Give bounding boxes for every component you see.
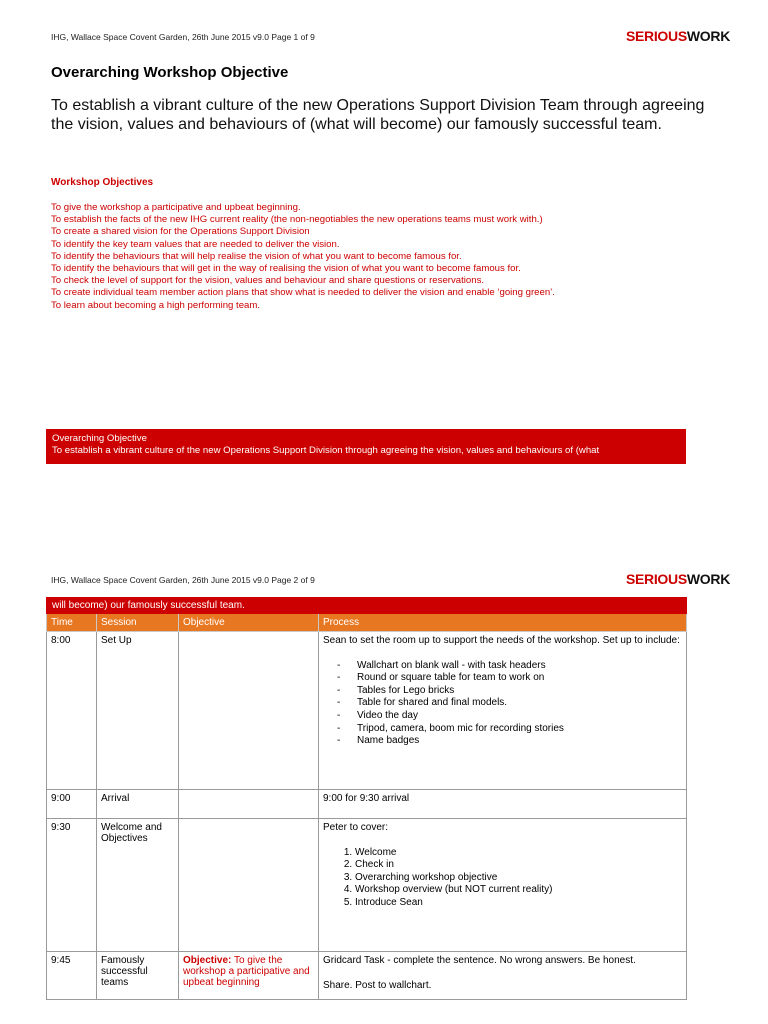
time-cell: 9:00 [47,790,97,819]
objective-cell [179,632,319,790]
list-item: 1. Welcome [355,847,682,860]
process-intro: 9:00 for 9:30 arrival [323,793,410,804]
banner-text: To establish a vibrant culture of the new Operations Support Division through agreeing the vision, values and behaviours of (what [52,445,600,456]
serious-work-logo [626,28,730,44]
column-header-process: Process [319,614,687,632]
table-row [47,632,687,790]
setup-list [337,660,682,748]
objective-item: To identify the behaviours that will help realise the vision of what you want to become famous for. [51,250,462,262]
column-header-time: Time [47,614,97,632]
table-row [47,952,687,1000]
banner-label: Overarching Objective [52,433,147,444]
table-header-row [47,614,687,632]
list-item: - Wallchart on blank wall - with task headers [337,660,682,673]
logo-part-work: WORK [686,571,730,587]
session-cell: Set Up [97,632,179,790]
list-item: - Table for shared and final models. [337,697,682,710]
continuation-row [47,598,687,614]
list-item: 5. Introduce Sean [355,897,682,910]
list-item: - Video the day [337,710,682,723]
column-header-objective: Objective [179,614,319,632]
list-item: - Tripod, camera, boom mic for recording stories [337,723,682,736]
process-cell [319,632,687,790]
time-cell: 9:30 [47,819,97,952]
column-header-session: Session [97,614,179,632]
list-item: 3. Overarching workshop objective [355,872,682,885]
objective-item: To identify the behaviours that will get in the way of realising the vision of what you want to become famous for. [51,263,521,275]
list-item: 2. Check in [355,859,682,872]
list-item: - Name badges [337,735,682,748]
list-item: - Round or square table for team to work on [337,672,682,685]
objective-label: Objective: [183,955,232,966]
process-intro: Gridcard Task - complete the sentence. No wrong answers. Be honest. [323,955,636,966]
objective-cell [179,952,319,1000]
process-cell [319,952,687,1000]
time-cell: 8:00 [47,632,97,790]
process-cell [319,790,687,819]
objective-item: To learn about becoming a high performing team. [51,299,261,311]
schedule-table [46,597,687,1000]
objective-item: To create individual team member action plans that show what is needed to deliver the vision and enable ‘going green’. [51,287,555,299]
session-cell: Arrival [97,790,179,819]
process-intro: Peter to cover: [323,822,389,833]
process-cell [319,819,687,952]
serious-work-logo [626,571,730,587]
objective-item: To identify the key team values that are needed to deliver the vision. [51,238,340,250]
logo-part-work: WORK [686,28,730,44]
continuation-text: will become) our famously successful team. [47,598,687,614]
session-cell: Welcome and Objectives [97,819,179,952]
time-cell: 9:45 [47,952,97,1000]
objective-item: To check the level of support for the vision, values and behaviour and share questions or reservations. [51,275,485,287]
process-intro: Sean to set the room up to support the needs of the workshop. Set up to include: [323,635,680,646]
page-header: IHG, Wallace Space Covent Garden, 26th June 2015 v9.0 Page 1 of 9 [51,32,315,42]
objective-item: To establish the facts of the new IHG current reality (the non-negotiables the new operations teams must work with.) [51,214,543,226]
agenda-list [323,847,682,910]
objective-item: To create a shared vision for the Operations Support Division [51,226,310,238]
objective-text: To give the workshop a participative and upbeat beginning [183,955,310,988]
logo-part-serious: SERIOUS [625,571,687,587]
process-extra: Share. Post to wallchart. [323,979,432,991]
page-title: Overarching Workshop Objective [51,64,289,81]
objective-item: To give the workshop a participative and upbeat beginning. [51,202,301,213]
table-row [47,790,687,819]
overarching-objective-banner [46,429,686,464]
list-item: 4. Workshop overview (but NOT current reality) [355,884,682,897]
objective-cell [179,790,319,819]
lead-paragraph: To establish a vibrant culture of the new Operations Support Division Team through agreeing the vision, values and behaviours of (what will become) our famously successful team. [51,97,705,133]
objective-cell [179,819,319,952]
logo-part-serious: SERIOUS [625,28,687,44]
table-row [47,819,687,952]
list-item: - Tables for Lego bricks [337,685,682,698]
objectives-list [51,202,731,312]
objectives-heading: Workshop Objectives [51,177,154,188]
page-header: IHG, Wallace Space Covent Garden, 26th June 2015 v9.0 Page 2 of 9 [51,575,315,585]
session-cell: Famously successful teams [97,952,179,1000]
